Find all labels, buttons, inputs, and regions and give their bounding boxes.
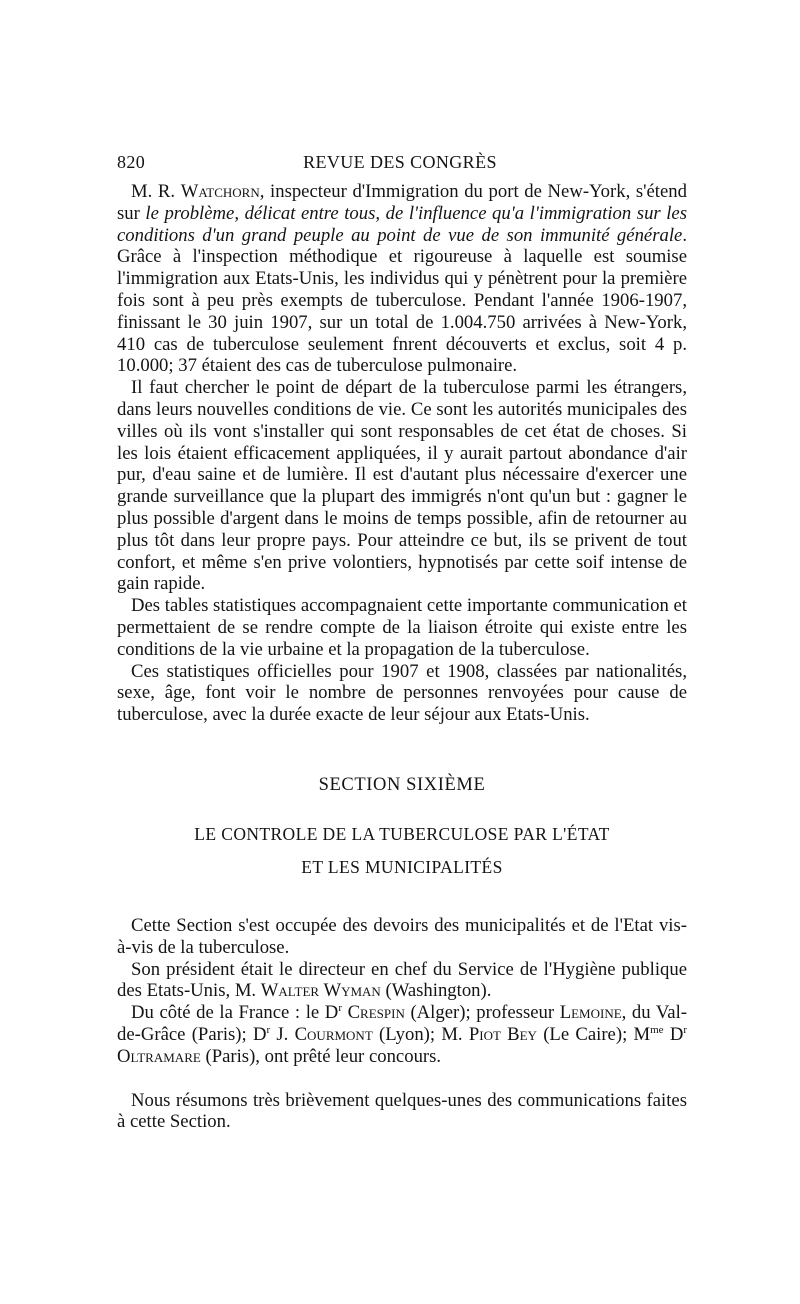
p1-text2: . Grâce à l'inspection méthodique et rigoureuse à laquelle est soumise l'immigration aux Etats-Unis, les individus qui y pénètrent pour la première fois sont à peu près exempts de tuberculose. Pendant l'année 1906-1907, finissant le 30 juin 1907, sur un total de 1.004.750 arrivées à New-York, 410 cas de tuberculose seulement fnrent découverts et exclus, soit 4 p. 10.000; 37 étaient des cas de tuberculose pulmonaire. bbox=[117, 224, 687, 377]
p1-lead: M. R. bbox=[131, 181, 181, 202]
p7-t7: D bbox=[663, 1023, 684, 1045]
section-title: SECTION SIXIÈME bbox=[318, 774, 486, 795]
running-head bbox=[117, 152, 683, 176]
page-number: 820 bbox=[117, 152, 146, 172]
p7-sup4: r bbox=[683, 1023, 687, 1036]
p7-sup2: r bbox=[266, 1023, 271, 1036]
paragraph-statistiques-officielles: Ces statistiques officielles pour 1907 et 1908, classées par nationalités, sexe, âge, font voir le nombre de personnes renvoyées pour cause de tuberculose, avec la durée exacte de leur séjour aux Etats-Unis. bbox=[117, 660, 687, 726]
paragraph-closing: Nous résumons très brièvement quelques-unes des communications faites à cette Section. bbox=[117, 1089, 687, 1133]
page-body bbox=[117, 181, 687, 1133]
p7-t5: (Lyon); M. bbox=[372, 1023, 469, 1045]
p7-t6: (Le Caire); M bbox=[536, 1023, 651, 1045]
spacer bbox=[117, 1068, 687, 1090]
paragraph-watchorn bbox=[117, 181, 687, 377]
paragraph-tables-statistiques: Des tables statistiques accompagnaient cette importante communication et permettaient de se rendre compte de la liaison étroite qui existe entre les conditions de la vie urbaine et la propagation de la tuberculose. bbox=[117, 595, 687, 660]
p7-sup3: me bbox=[650, 1023, 664, 1036]
p6-text1: Son président était le directeur en chef du Service de l'Hygiène publique des Etats-Unis, M. bbox=[117, 958, 687, 1002]
paragraph-section-intro: Cette Section s'est occupée des devoirs des municipalités et de l'Etat vis-à-vis de la tuberculose. bbox=[117, 914, 687, 958]
person-name-courmont: Courmont bbox=[294, 1023, 373, 1045]
p1-text1: , inspecteur d'Immigration du port de New-York, s'étend sur bbox=[117, 181, 687, 224]
p7-t1: Du côté de la France : le D bbox=[131, 1002, 339, 1024]
p7-sup1: r bbox=[338, 1001, 342, 1014]
p7-t2: (Alger); professeur bbox=[404, 1002, 560, 1024]
person-name-crespin: Crespin bbox=[347, 1002, 405, 1024]
paragraph-france-participants bbox=[117, 1002, 687, 1067]
section-subtitle-line1: LE CONTROLE DE LA TUBERCULOSE PAR L'ÉTAT bbox=[194, 823, 610, 844]
p6-text2: (Washington). bbox=[380, 980, 492, 1002]
spacer bbox=[117, 878, 687, 915]
section-subtitle-line2: ET LES MUNICIPALITÉS bbox=[301, 856, 503, 877]
paragraph-tuberculose-etrangers: Il faut chercher le point de départ de la tuberculose parmi les étrangers, dans leurs nouvelles conditions de vie. Ce sont les autorités municipales des villes où ils vont s'installer qui sont responsables de cet état de choses. Si les lois étaient efficacement appliquées, il y aurait partout abondance d'air pur, d'eau saine et de lumière. Il est d'autant plus nécessaire d'exercer une grande surveillance que la plupart des immigrés n'ont qu'un but : gagner le plus possible d'argent dans le moins de temps possible, afin de retourner au plus tôt dans leur propre pays. Pour atteindre ce but, ils se privent de tout confort, et même s'en prive volontiers, hypnotisés par cette soif intense de gain rapide. bbox=[117, 377, 687, 595]
person-name-oltramare: Oltramare bbox=[117, 1045, 201, 1067]
running-title: REVUE DES CONGRÈS bbox=[303, 152, 497, 172]
person-name-watchorn: Watchorn bbox=[180, 181, 260, 202]
person-name-lemoine: Lemoine bbox=[559, 1002, 622, 1024]
p7-t3: , du Val-de-Grâce (Paris); D bbox=[117, 1002, 688, 1045]
paragraph-president bbox=[117, 959, 687, 1003]
p1-italic: le problème, délicat entre tous, de l'influence qu'a l'immigration sur les conditions d'un grand peuple au point de vue de son immunité générale bbox=[117, 202, 687, 246]
p7-t9: (Paris), ont prêté leur concours. bbox=[200, 1045, 442, 1067]
p7-t4: J. bbox=[270, 1023, 295, 1045]
person-name-wyman: Walter Wyman bbox=[260, 980, 381, 1002]
person-name-piot-bey: Piot Bey bbox=[468, 1023, 537, 1045]
